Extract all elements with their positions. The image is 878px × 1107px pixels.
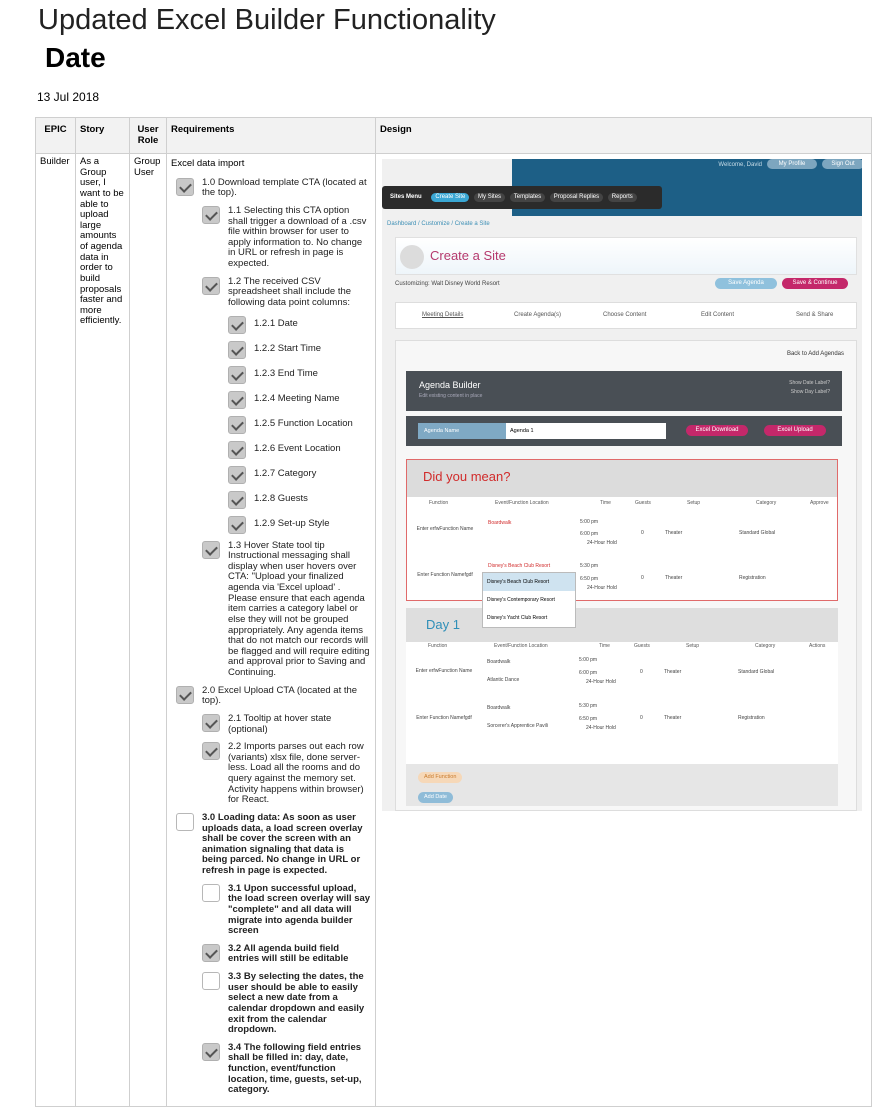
requirement-item xyxy=(171,686,371,707)
day-row1-setup[interactable]: Theater xyxy=(664,669,682,675)
nav-my-sites[interactable]: My Sites xyxy=(474,193,505,202)
requirement-text: 1.2.3 End Time xyxy=(254,367,318,379)
requirements-checklist xyxy=(171,178,371,1096)
checked-checkbox[interactable] xyxy=(202,742,220,760)
document-date: 13 Jul 2018 xyxy=(37,90,100,104)
requirement-item xyxy=(171,277,371,309)
day-row2-end[interactable]: 6:50 pm xyxy=(579,716,598,722)
requirement-item xyxy=(171,972,371,1036)
col-category: Category xyxy=(756,500,777,506)
requirements-table xyxy=(35,117,872,1107)
col-time: Time xyxy=(600,500,611,506)
row2-location[interactable]: Disney's Beach Club Resort xyxy=(488,563,551,569)
day-row2-loc1[interactable]: Boardwalk xyxy=(487,705,511,711)
day-col-setup: Setup xyxy=(686,643,700,649)
create-site-title: Create a Site xyxy=(430,248,506,263)
sites-menu-bar xyxy=(382,186,662,209)
row2-category[interactable]: Registration xyxy=(739,575,766,581)
row1-setup[interactable]: Theater xyxy=(665,530,683,536)
day-header xyxy=(406,608,838,642)
requirement-text: 1.2 The received CSV spreadsheet shall include the following data point columns: xyxy=(228,275,352,308)
table-row xyxy=(36,154,872,1107)
step-create-agenda[interactable]: Create Agenda(s) xyxy=(514,312,562,318)
cell-requirements xyxy=(167,154,376,1107)
checked-checkbox[interactable] xyxy=(228,416,246,434)
requirement-item xyxy=(171,516,371,534)
requirement-item xyxy=(171,391,371,409)
checked-checkbox[interactable] xyxy=(202,944,220,962)
step-choose-content[interactable]: Choose Content xyxy=(603,312,647,318)
header-user-role: User Role xyxy=(130,118,167,154)
cell-role: Group User xyxy=(130,154,167,1107)
dropdown-option[interactable]: Disney's Beach Club Resort xyxy=(483,573,575,591)
day-col-time: Time xyxy=(599,643,610,649)
dropdown-option[interactable]: Disney's Yacht Club Resort xyxy=(487,615,548,621)
requirement-text: 3.2 All agenda build field entries will still be editable xyxy=(228,942,349,965)
checked-checkbox[interactable] xyxy=(228,366,246,384)
requirement-text: 1.2.2 Start Time xyxy=(254,342,322,354)
requirement-item xyxy=(171,206,371,270)
page-title: Updated Excel Builder Functionality xyxy=(38,4,496,36)
row2-hold[interactable]: 24-Hour Hold xyxy=(587,585,617,591)
did-you-mean-title: Did you mean? xyxy=(423,469,511,484)
requirement-item xyxy=(171,466,371,484)
agenda-builder-bar xyxy=(406,371,842,411)
header-design: Design xyxy=(376,118,872,154)
agenda-name-bar xyxy=(406,416,842,446)
nav-create-site[interactable]: Create Site xyxy=(431,193,469,202)
requirement-item xyxy=(171,491,371,509)
add-function-button[interactable]: Add Function xyxy=(418,772,462,783)
day-table xyxy=(406,642,838,764)
row2-end[interactable]: 6:50 pm xyxy=(580,576,599,582)
page-subtitle: Date xyxy=(45,42,106,73)
requirement-text: 1.2.8 Guests xyxy=(254,492,308,504)
row2-setup[interactable]: Theater xyxy=(665,575,683,581)
requirement-item xyxy=(171,416,371,434)
requirement-text: 1.0 Download template CTA (located at the top). xyxy=(202,176,367,199)
checked-checkbox[interactable] xyxy=(228,441,246,459)
day-col-location: Event/Function Location xyxy=(494,643,548,649)
requirement-item xyxy=(171,884,371,937)
nav-reports[interactable]: Reports xyxy=(608,193,637,202)
location-dropdown[interactable] xyxy=(482,572,576,628)
day-row1-start[interactable]: 5:00 pm xyxy=(579,657,598,663)
cell-design xyxy=(376,154,872,1107)
requirement-item xyxy=(171,742,371,806)
unchecked-checkbox[interactable] xyxy=(202,972,220,990)
breadcrumb[interactable]: Dashboard / Customize / Create a Site xyxy=(387,221,490,227)
day-row1-end[interactable]: 6:00 pm xyxy=(579,670,598,676)
save-continue-button[interactable]: Save & Continue xyxy=(782,278,848,289)
agenda-name-input[interactable]: Agenda 1 xyxy=(506,423,666,439)
agenda-name-label: Agenda Name xyxy=(418,423,506,439)
day-title: Day 1 xyxy=(426,617,460,632)
checked-checkbox[interactable] xyxy=(176,686,194,704)
day-col-function: Function xyxy=(428,643,448,649)
day-row1-function[interactable]: Enter erfwFunction Name xyxy=(415,668,473,674)
col-approve: Approve xyxy=(810,500,829,506)
row1-category[interactable]: Standard Global xyxy=(739,530,776,536)
row1-hold[interactable]: 24-Hour Hold xyxy=(587,540,617,546)
row1-guests[interactable]: 0 xyxy=(641,530,644,536)
agenda-builder-subtitle: Edit existing content in place xyxy=(419,393,483,399)
checked-checkbox[interactable] xyxy=(228,516,246,534)
day-section xyxy=(406,608,838,806)
checked-checkbox[interactable] xyxy=(176,178,194,196)
requirement-text: 3.1 Upon successful upload, the load screen overlay will say "complete" and all data will migrate into agenda builder screen xyxy=(228,882,371,937)
requirement-text: 3.4 The following field entries shall be filled in: day, date, function, event/function location, time, guests, set-up, category. xyxy=(228,1041,362,1096)
day-row2-guests[interactable]: 0 xyxy=(640,715,643,721)
requirement-text: 1.2.9 Set-up Style xyxy=(254,517,330,529)
checked-checkbox[interactable] xyxy=(228,466,246,484)
day-row2-loc2[interactable]: Sorcerer's Apprentice Pavili xyxy=(487,723,548,729)
cell-epic: Builder xyxy=(36,154,76,1107)
requirement-item xyxy=(171,341,371,359)
did-you-mean-panel xyxy=(406,459,838,601)
row1-start[interactable]: 5:00 pm xyxy=(580,519,599,525)
step-meeting-details[interactable]: Meeting Details xyxy=(422,312,464,318)
site-icon xyxy=(400,245,424,269)
checked-checkbox[interactable] xyxy=(228,341,246,359)
day-row2-setup[interactable]: Theater xyxy=(664,715,682,721)
requirement-text: 1.2.6 Event Location xyxy=(254,442,341,454)
my-profile-button[interactable]: My Profile xyxy=(767,159,817,169)
agenda-builder-title: Agenda Builder xyxy=(419,380,481,390)
header-story: Story xyxy=(76,118,130,154)
welcome-text: Welcome, David xyxy=(718,162,762,168)
step-edit-content[interactable]: Edit Content xyxy=(701,312,735,318)
requirement-item xyxy=(171,366,371,384)
sites-menu-label: Sites Menu xyxy=(390,194,422,200)
checked-checkbox[interactable] xyxy=(202,714,220,732)
requirement-item xyxy=(171,714,371,735)
checked-checkbox[interactable] xyxy=(202,1043,220,1061)
save-agenda-button[interactable]: Save Agenda xyxy=(715,278,777,289)
day-col-guests: Guests xyxy=(634,643,650,649)
header-requirements: Requirements xyxy=(167,118,376,154)
dropdown-option[interactable]: Disney's Contemporary Resort xyxy=(487,597,555,603)
design-screenshot xyxy=(382,159,862,811)
customizing-label: Customizing: Walt Disney World Resort xyxy=(395,281,500,287)
checked-checkbox[interactable] xyxy=(202,541,220,559)
show-day-toggle[interactable]: Show Day Label? xyxy=(790,389,830,395)
requirement-item xyxy=(171,178,371,199)
day-col-actions: Actions xyxy=(809,643,826,649)
requirement-text: 1.2.5 Function Location xyxy=(254,417,353,429)
requirement-text: 3.3 By selecting the dates, the user should be able to easily select a new date from a calendar dropdown and easily exit from the calendar dropdown. xyxy=(228,971,365,1036)
day-row1-guests[interactable]: 0 xyxy=(640,669,643,675)
did-you-mean-header xyxy=(407,460,837,497)
back-to-agendas-link[interactable]: Back to Add Agendas xyxy=(786,351,844,357)
requirement-text: 1.3 Hover State tool tip Instructional messaging shall display when user hovers over CTA: "Upload your finalized agenda via 'Excel upload' . Please ensure that each agenda item carries a category label or else they will not be grouped appropriately. Any agenda items that do not match our records will be flagged and will require editing and approval prior to Saving and Continuing. xyxy=(228,539,370,678)
requirement-item xyxy=(171,541,371,679)
requirement-text: 2.2 Imports parses out each row (variants) xlsx file, done server-less. Load all the rooms and do query against the memory set. Activity happens within browser) for React. xyxy=(228,741,364,806)
add-date-button[interactable]: Add Date xyxy=(418,792,453,803)
requirement-text: 3.0 Loading data: As soon as user uploads data, a load screen overlay shall be cover the screen with an animation signaling that data is being parced. No change in URL or refresh in page is expected. xyxy=(202,811,363,876)
row1-function[interactable]: Enter erfwFunction Name xyxy=(416,526,474,532)
requirement-text: 1.2.4 Meeting Name xyxy=(254,392,340,404)
header-epic: EPIC xyxy=(36,118,76,154)
day-row2-category[interactable]: Registration xyxy=(738,715,765,721)
col-location: Event/Function Location xyxy=(495,500,549,506)
row2-start[interactable]: 5:30 pm xyxy=(580,563,599,569)
sign-out-button[interactable]: Sign Out xyxy=(822,159,862,169)
checked-checkbox[interactable] xyxy=(202,206,220,224)
day-row1-loc2[interactable]: Atlantic Dance xyxy=(487,677,520,683)
col-setup: Setup xyxy=(687,500,701,506)
checked-checkbox[interactable] xyxy=(228,491,246,509)
requirement-text: 1.2.1 Date xyxy=(254,317,298,329)
requirement-item xyxy=(171,1043,371,1096)
checked-checkbox[interactable] xyxy=(228,316,246,334)
requirement-text: 1.2.7 Category xyxy=(254,467,317,479)
day-row1-hold[interactable]: 24-Hour Hold xyxy=(586,679,616,685)
requirement-text: 1.1 Selecting this CTA option shall trigger a download of a .csv file within browser for user to apply information to. No change in URL or refresh in page is expected. xyxy=(228,204,367,269)
row2-function[interactable]: Enter Function Namefgdf xyxy=(417,572,473,578)
step-send-share[interactable]: Send & Share xyxy=(796,312,834,318)
requirement-item xyxy=(171,441,371,459)
col-guests: Guests xyxy=(635,500,651,506)
requirement-text: 2.0 Excel Upload CTA (located at the top). xyxy=(202,684,358,707)
requirement-text: 2.1 Tooltip at hover state (optional) xyxy=(228,712,332,735)
col-function: Function xyxy=(429,500,449,506)
day-row1-loc1[interactable]: Boardwalk xyxy=(487,659,511,665)
progress-steps xyxy=(395,302,857,329)
row2-guests[interactable]: 0 xyxy=(641,575,644,581)
day-col-category: Category xyxy=(755,643,776,649)
requirement-item xyxy=(171,316,371,334)
day-row2-function[interactable]: Enter Function Namefgdf xyxy=(416,715,472,721)
unchecked-checkbox[interactable] xyxy=(176,813,194,831)
row1-end[interactable]: 6:00 pm xyxy=(580,531,599,537)
nav-proposal-replies[interactable]: Proposal Replies xyxy=(550,193,603,202)
day-row2-hold[interactable]: 24-Hour Hold xyxy=(586,725,616,731)
table-header-row xyxy=(36,118,872,154)
requirement-item xyxy=(171,813,371,877)
unchecked-checkbox[interactable] xyxy=(202,884,220,902)
create-site-header xyxy=(395,237,857,275)
checked-checkbox[interactable] xyxy=(228,391,246,409)
cell-story: As a Group user, I want to be able to upload large amounts of agenda data in order to build proposals faster and more efficiently. xyxy=(76,154,130,1107)
nav-templates[interactable]: Templates xyxy=(510,193,545,202)
requirements-heading: Excel data import xyxy=(171,158,245,169)
excel-download-button[interactable]: Excel Download xyxy=(686,425,748,436)
checked-checkbox[interactable] xyxy=(202,277,220,295)
row1-location[interactable]: Boardwalk xyxy=(488,520,512,526)
excel-upload-button[interactable]: Excel Upload xyxy=(764,425,826,436)
show-date-toggle[interactable]: Show Date Label? xyxy=(789,380,830,386)
requirement-item xyxy=(171,944,371,965)
day-row1-category[interactable]: Standard Global xyxy=(738,669,775,675)
day-row2-start[interactable]: 5:30 pm xyxy=(579,703,598,709)
